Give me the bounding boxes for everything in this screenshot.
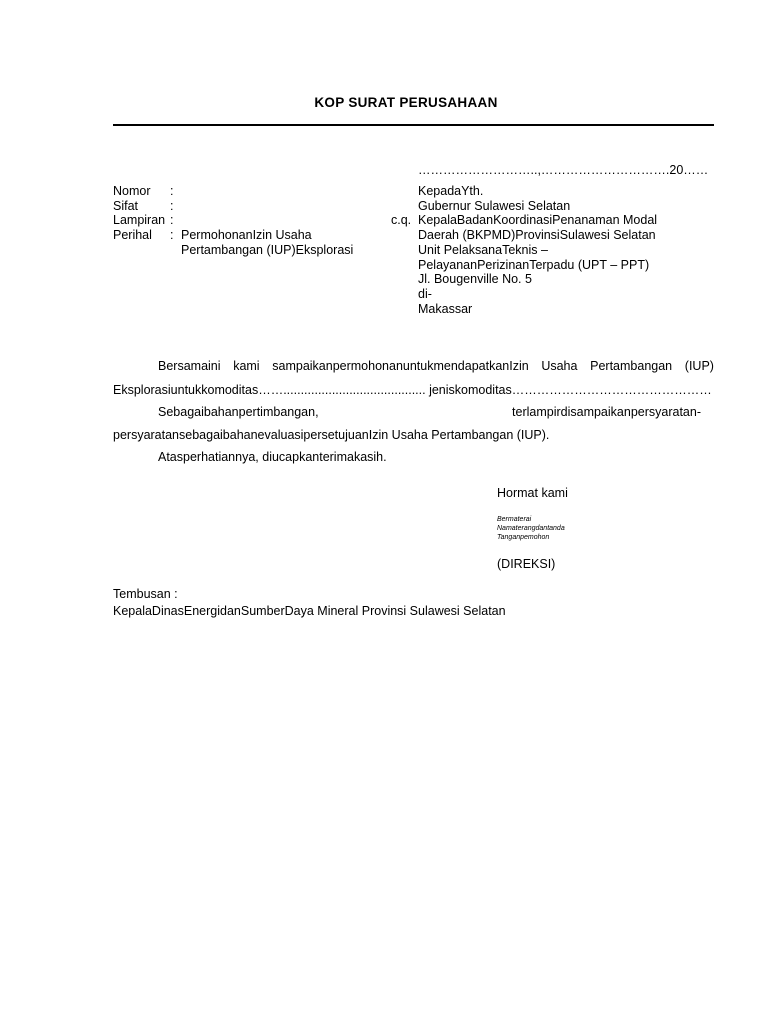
p1-word: Usaha xyxy=(541,359,578,373)
p1-word: sampaikanpermohonanuntukmendapatkanIzin xyxy=(272,359,529,373)
recipient-line-1: KepadaYth. xyxy=(418,184,484,198)
stamp-note-3: Tanganpemohon xyxy=(497,534,550,541)
letterhead-title: KOP SURAT PERUSAHAAN xyxy=(314,95,498,110)
recipient-line-2: Gubernur Sulawesi Selatan xyxy=(418,199,571,213)
p1-word: Bersamaini xyxy=(158,359,221,373)
recipient-line-3: KepalaBadanKoordinasiPenanaman Modal xyxy=(418,213,658,227)
recipient-line-6: PelayananPerizinanTerpadu (UPT – PPT) xyxy=(418,258,650,272)
p1-word: kami xyxy=(233,359,260,373)
perihal-label: Perihal xyxy=(113,228,152,242)
copy-recipient: KepalaDinasEnergidanSumberDaya Mineral Provinsi Sulawesi Selatan xyxy=(113,604,506,618)
sifat-label: Sifat xyxy=(113,199,139,213)
copy-label: Tembusan : xyxy=(113,587,178,601)
nomor-label: Nomor xyxy=(113,184,151,198)
p1-word: Pertambangan xyxy=(590,359,673,373)
recipient-line-4: Daerah (BKPMD)ProvinsiSulawesi Selatan xyxy=(418,228,656,242)
p2-word: terlampirdisampaikanpersyaratan- xyxy=(512,405,701,419)
date-line: ………………………..,………………………….20…… xyxy=(418,163,709,177)
sifat-colon: : xyxy=(170,199,174,213)
recipient-line-8: di- xyxy=(418,287,432,301)
recipient-line-7: Jl. Bougenville No. 5 xyxy=(418,272,532,286)
recipient-line-5: Unit PelaksanaTeknis – xyxy=(418,243,548,257)
perihal-colon: : xyxy=(170,228,174,242)
signatory-name: (DIREKSI) xyxy=(497,557,556,571)
lampiran-colon: : xyxy=(170,213,174,227)
stamp-note-1: Bermaterai xyxy=(497,516,532,523)
paragraph-2-line-2: persyaratansebagaibahanevaluasipersetujuanIzin Usaha Pertambangan (IUP). xyxy=(113,428,550,442)
paragraph-1-line-1 xyxy=(158,359,714,374)
nomor-colon: : xyxy=(170,184,174,198)
letterhead-divider xyxy=(113,124,714,126)
closing-salutation: Hormat kami xyxy=(497,486,568,500)
paragraph-2-line-1 xyxy=(158,405,701,420)
p1-word: (IUP) xyxy=(684,359,714,373)
p2-word: Sebagaibahanpertimbangan, xyxy=(158,405,319,419)
perihal-value-line1: PermohonanIzin Usaha xyxy=(181,228,312,242)
lampiran-label: Lampiran xyxy=(113,213,166,227)
stamp-note-2: Namaterangdantanda xyxy=(497,525,565,532)
perihal-value-line2: Pertambangan (IUP)Eksplorasi xyxy=(181,243,354,257)
recipient-cq: c.q. xyxy=(391,213,412,227)
paragraph-1-line-2: Eksplorasiuntukkomoditas……......................................... jeniskomoditas………………………………………… xyxy=(113,383,712,397)
paragraph-3: Atasperhatiannya, diucapkanterimakasih. xyxy=(158,450,387,464)
recipient-line-9: Makassar xyxy=(418,302,473,316)
